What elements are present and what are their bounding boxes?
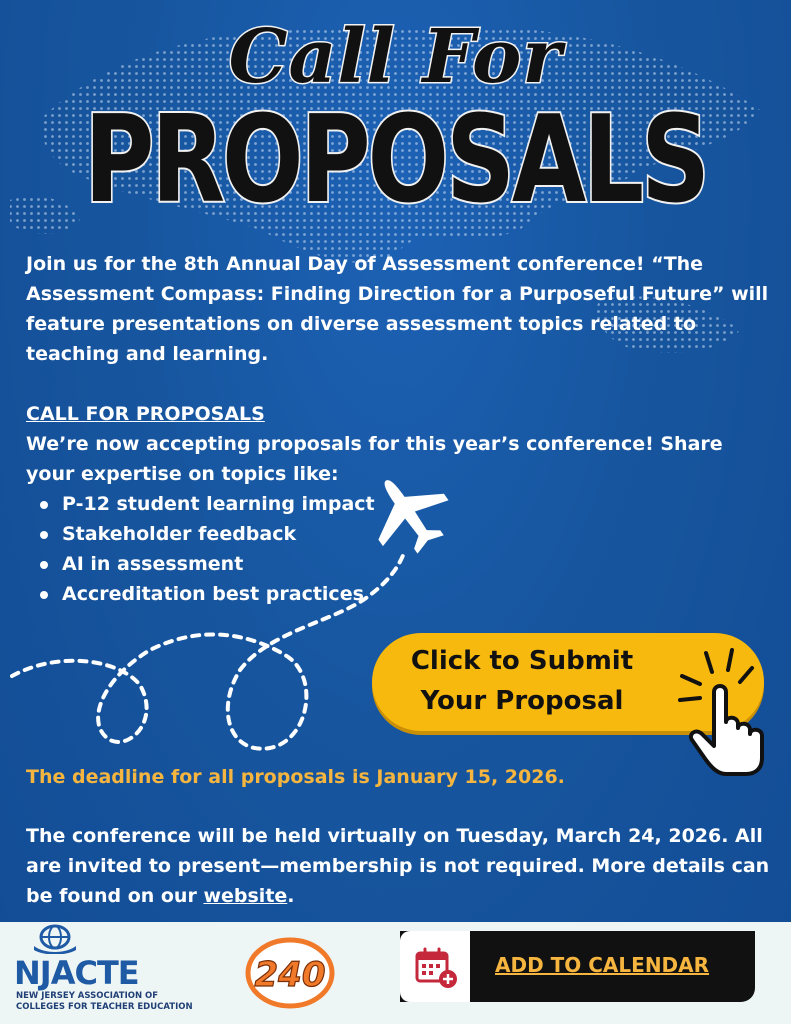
njacte-fullname (16, 991, 216, 1013)
topic-item: Stakeholder feedback (40, 519, 375, 549)
conference-text-end: . (287, 885, 295, 907)
njacte-logo (10, 922, 210, 1024)
calendar-add-icon (414, 947, 458, 989)
submit-line-1: Click to Submit (410, 646, 634, 676)
globe-icon (32, 924, 78, 954)
cfp-heading: CALL FOR PROPOSALS (26, 403, 265, 425)
website-link[interactable]: website (203, 885, 288, 907)
airplane-icon (353, 470, 460, 567)
badge-240-logo (244, 934, 336, 1012)
njacte-fullname-line2: COLLEGES FOR TEACHER EDUCATION (16, 1002, 193, 1012)
topic-item: AI in assessment (40, 549, 375, 579)
topic-item: Accreditation best practices (40, 579, 375, 609)
deadline-text: The deadline for all proposals is January 15, 2026. (26, 766, 565, 788)
intro-paragraph: Join us for the 8th Annual Day of Assessment conference! “The Assessment Compass: Finding Direction for a Purposeful Future” will feature presentations on diverse assessment topics related to teaching and learning. (26, 253, 769, 365)
calendar-icon-box (400, 931, 470, 1002)
title-script: Call For (228, 14, 563, 100)
njacte-fullname-line1: NEW JERSEY ASSOCIATION OF (16, 991, 159, 1001)
njacte-name: NJACTE (14, 954, 139, 992)
topic-item: P-12 student learning impact (40, 489, 375, 519)
add-to-calendar-button[interactable] (400, 931, 755, 1002)
cfp-text: We’re now accepting proposals for this year’s conference! Share your expertise on topics like: (26, 433, 723, 485)
conference-info (26, 821, 771, 911)
hand-pointer-icon (676, 648, 776, 778)
title-main: PROPOSALS (84, 91, 707, 230)
conference-text: The conference will be held virtually on Tuesday, March 24, 2026. All are invited to present—membership is not required. More details can be found on our (26, 825, 770, 907)
submit-line-2: Your Proposal (420, 686, 624, 716)
flight-path-decoration (0, 470, 460, 770)
add-to-calendar-label: ADD TO CALENDAR (495, 953, 710, 977)
badge-240-text: 240 (254, 955, 326, 995)
